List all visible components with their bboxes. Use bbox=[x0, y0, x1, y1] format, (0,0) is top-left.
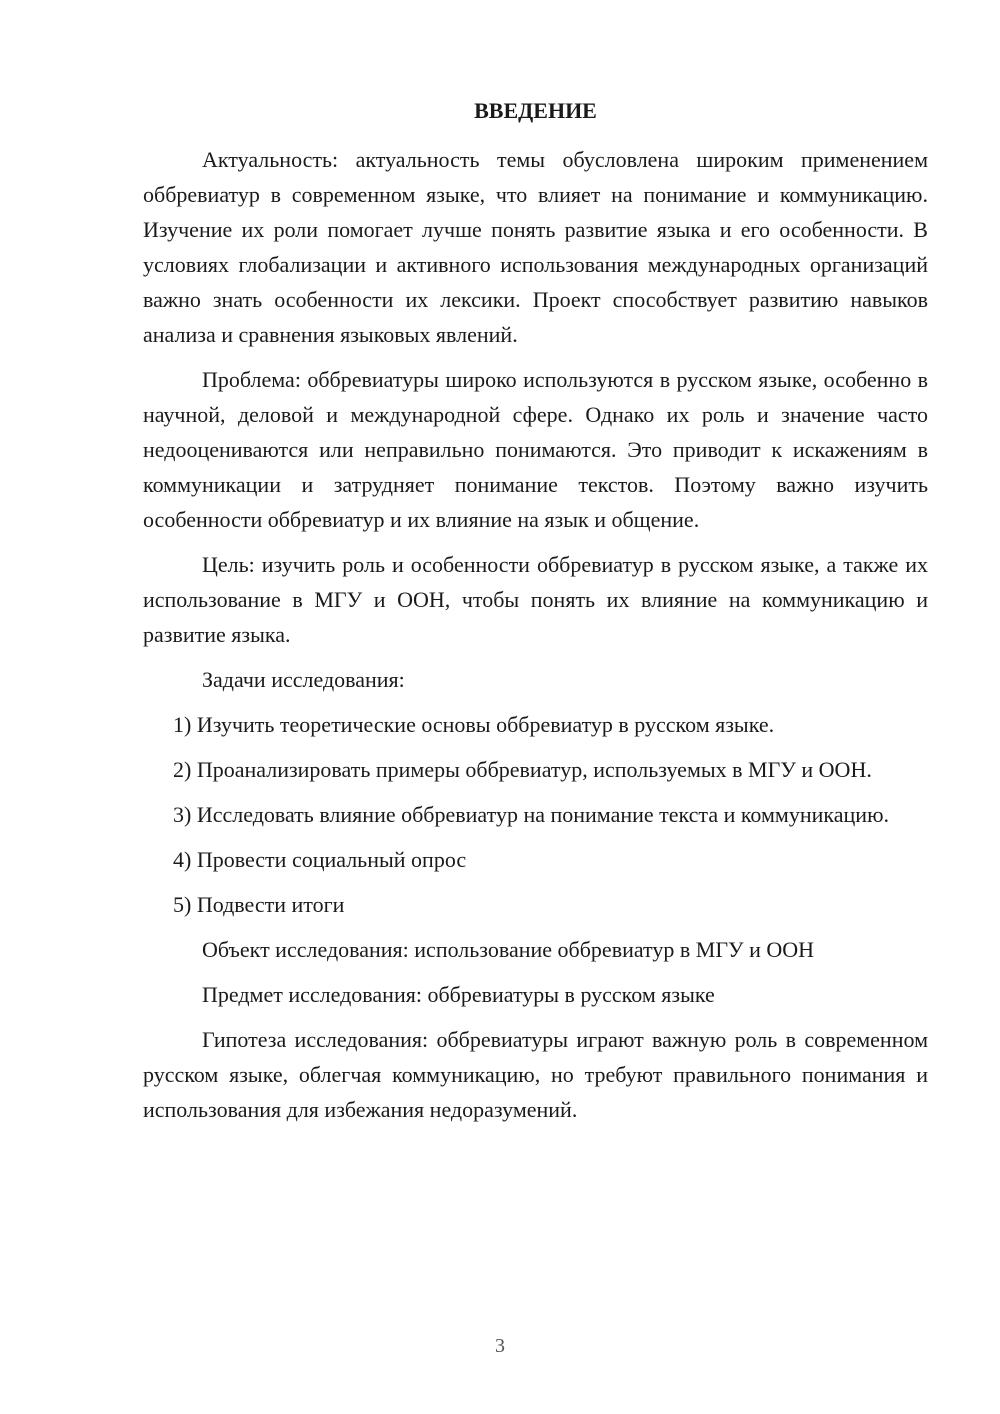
task-item-1: 1) Изучить теоретические основы оббревиатур в русском языке. bbox=[173, 712, 775, 737]
goal-paragraph: Цель: изучить роль и особенности оббревиатур в русском языке, а также их использование в МГУ и ООН, чтобы понять их влияние на коммуникацию и развитие языка. bbox=[143, 552, 928, 647]
tasks-heading: Задачи исследования: bbox=[202, 667, 405, 692]
task-item-3: 3) Исследовать влияние оббревиатур на понимание текста и коммуникацию. bbox=[173, 802, 889, 827]
object-paragraph: Объект исследования: использование оббревиатур в МГУ и ООН bbox=[202, 937, 815, 962]
subject-paragraph: Предмет исследования: оббревиатуры в русском языке bbox=[202, 982, 715, 1007]
hypothesis-paragraph: Гипотеза исследования: оббревиатуры играют важную роль в современном русском языке, облегчая коммуникацию, но требуют правильного понимания и использования для избежания недоразумений. bbox=[143, 1027, 928, 1122]
task-item-5: 5) Подвести итоги bbox=[173, 892, 345, 917]
section-title: ВВЕДЕНИЕ bbox=[474, 98, 597, 123]
relevance-paragraph: Актуальность: актуальность темы обусловлена широким применением оббревиатур в современном языке, что влияет на понимание и коммуникацию. Изучение их роли помогает лучше понять развитие языка и его особенности. В условиях глобализации и активного использования международных организаций важно знать особенности их лексики. Проект способствует развитию навыков анализа и сравнения языковых явлений. bbox=[143, 147, 928, 347]
document-page bbox=[143, 96, 928, 1137]
problem-paragraph: Проблема: оббревиатуры широко используются в русском языке, особенно в научной, деловой и международной сфере. Однако их роль и значение часто недооцениваются или неправильно понимаются. Это приводит к искажениям в коммуникации и затрудняет понимание текстов. Поэтому важно изучить особенности оббревиатур и их влияние на язык и общение. bbox=[143, 367, 928, 532]
task-item-4: 4) Провести социальный опрос bbox=[173, 847, 467, 872]
task-item-2: 2) Проанализировать примеры оббревиатур, используемых в МГУ и ООН. bbox=[173, 757, 872, 782]
page-number: 3 bbox=[495, 1335, 505, 1357]
